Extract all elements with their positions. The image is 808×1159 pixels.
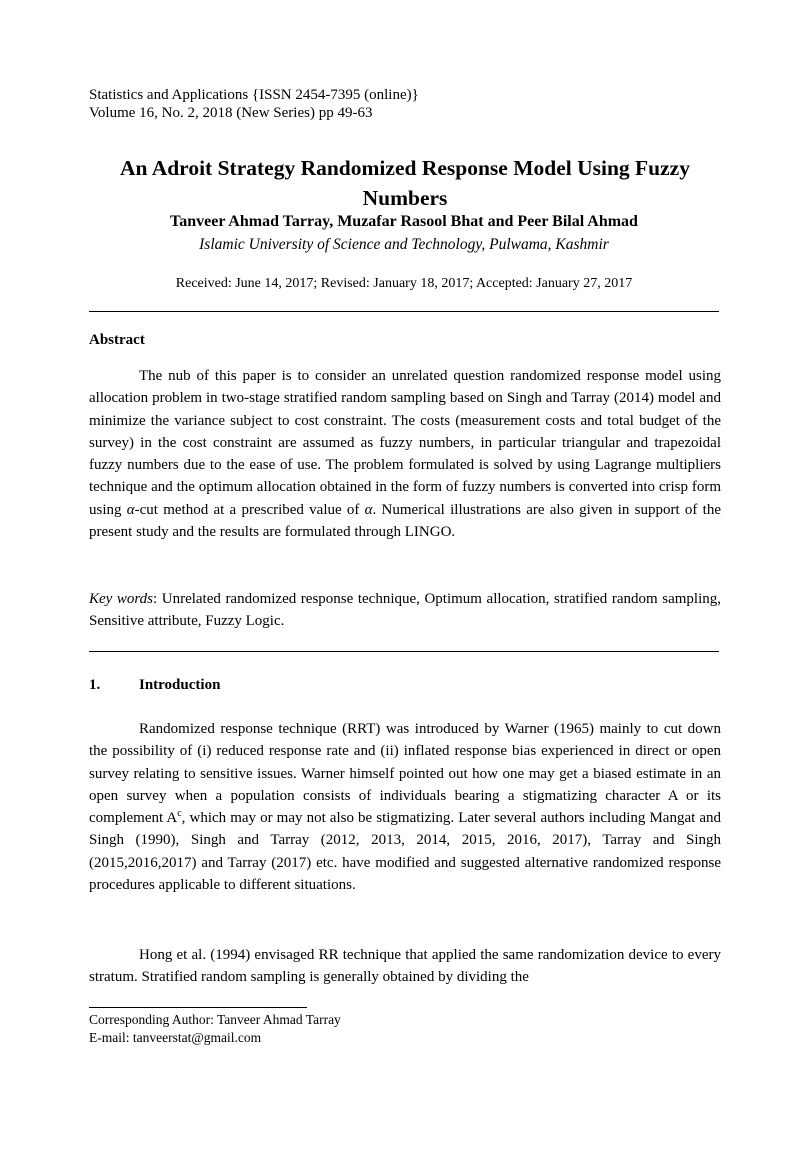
author-list: Tanveer Ahmad Tarray, Muzafar Rasool Bhat and Peer Bilal Ahmad [170,213,638,230]
keywords-text: : Unrelated randomized response technique, Optimum allocation, stratified random sampling, Sensitive attribute, Fuzzy Logic. [89,591,721,630]
section-heading-introduction [89,675,220,695]
abstract-text-part1: The nub of this paper is to consider an unrelated question randomized response model using allocation problem in two-stage stratified random sampling based on Singh and Tarray (2014) model and minimize the variance subject to cost constraint. The costs (measurement costs and total budget of the survey) in the cost constraint are assumed as fuzzy numbers, in particular triangular and trapezoidal fuzzy numbers due to the ease of use. The problem formulated is solved by using Lagrange multipliers technique and the optimum allocation obtained in the form of fuzzy numbers is converted into crisp form using [89,368,721,518]
alpha-symbol: α [364,501,373,518]
submission-dates: Received: June 14, 2017; Revised: January 18, 2017; Accepted: January 27, 2017 [175,276,633,291]
complement-superscript: c [177,808,182,820]
abstract-heading: Abstract [89,332,145,348]
intro-para1-part1: Randomized response technique (RRT) was introduced by Warner (1965) mainly to cut down the possibility of (i) reduced response rate and (ii) inflated response bias experienced in direct or open survey relating to sensitive issues. Warner himself pointed out how one may get a biased estimate in an open survey when a population consists of individuals bearing a stigmatizing character A or its complement A [89,721,721,827]
abstract-text-part2: -cut method at a prescribed value of [134,501,365,518]
abstract-text-part3: . Numerical illustrations are also given in support of the present study and the results are formulated through LINGO. [89,501,722,541]
journal-line-1: Statistics and Applications {ISSN 2454-7395 (online)} [89,87,419,103]
section-number: 1. [89,677,101,693]
divider-bottom [89,651,719,652]
footnote-corresponding-author: Corresponding Author: Tanveer Ahmad Tarray [89,1012,341,1027]
abstract-text [89,365,721,543]
footnote-divider [89,1007,307,1008]
intro-paragraph-2: Hong et al. (1994) envisaged RR technique that applied the same randomization device to every stratum. Stratified random sampling is generally obtained by dividing the [89,947,721,986]
intro-para1-part2: , which may or may not also be stigmatizing. Later several authors including Mangat and Singh (1990), Singh and Tarray (2012, 2013, 2014, 2015, 2016, 2017), Tarray and Singh (2015,2016,2017) and Tarray (2017) etc. have modified and suggested alternative randomized response procedures applicable to different situations. [89,810,721,894]
paper-title: An Adroit Strategy Randomized Response Model Using Fuzzy Numbers [120,156,690,210]
journal-header [89,86,419,122]
journal-line-2: Volume 16, No. 2, 2018 (New Series) pp 49-63 [89,105,373,121]
section-title: Introduction [139,677,221,693]
alpha-symbol: α [126,501,135,518]
divider-top [89,311,719,312]
intro-paragraph-1 [89,718,721,896]
affiliation: Islamic University of Science and Technology, Pulwama, Kashmir [199,236,609,253]
keywords [89,588,721,633]
footnote-email: E-mail: tanveerstat@gmail.com [89,1030,262,1045]
keywords-label: Key words [89,591,154,607]
